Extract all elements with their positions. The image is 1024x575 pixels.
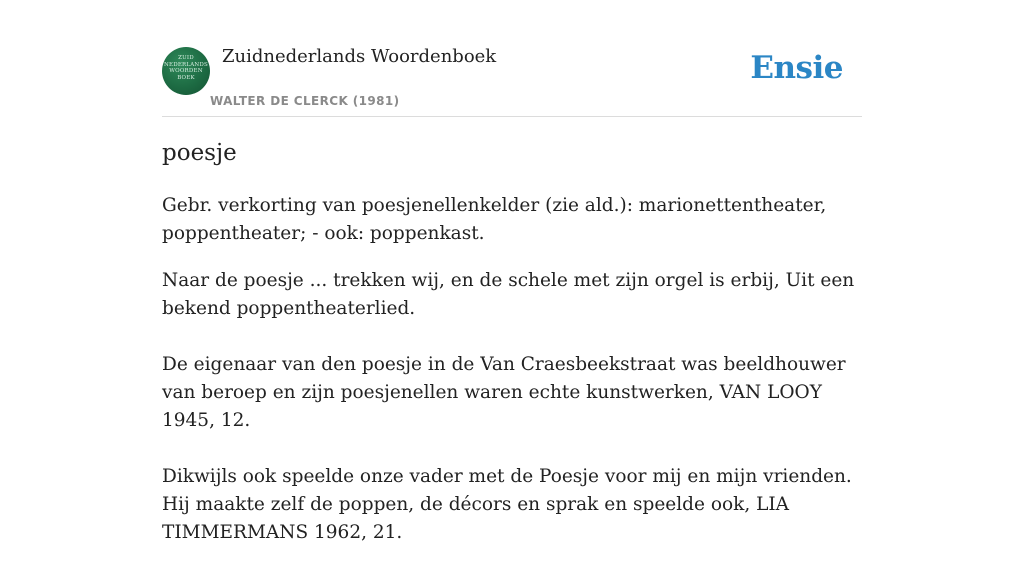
ensie-brand-logo[interactable]: Ensie [750,50,843,86]
logo-line: ZUID [178,55,194,61]
dictionary-header [162,0,862,117]
entry-headword: poesje [162,140,237,166]
logo-line: BOEK [177,74,195,81]
dictionary-logo[interactable] [162,47,210,95]
logo-line: NEDERLANDS [163,61,208,68]
dictionary-author: WALTER DE CLERCK (1981) [210,94,400,108]
logo-line: WOORDEN [169,68,203,74]
quote-paragraph: Naar de poesje ... trekken wij, en de schele met zijn orgel is erbij, Uit een bekend poppentheaterlied. [162,270,855,319]
logo-text [162,55,210,81]
quote-paragraph: Dikwijls ook speelde onze vader met de Poesje voor mij en mijn vrienden. Hij maakte zelf de poppen, de décors en sprak en speelde ook, LIA TIMMERMANS 1962, 21. [162,466,852,543]
dictionary-title-link[interactable]: Zuidnederlands Woordenboek [222,46,497,67]
quote-paragraph: De eigenaar van den poesje in de Van Craesbeekstraat was beeldhouwer van beroep en zijn poesjenellen waren echte kunstwerken, VAN LOOY 1945, 12. [162,354,846,431]
content-container [162,0,862,543]
entry-definition: Gebr. verkorting van poesjenellenkelder (zie ald.): marionettentheater, poppentheater; - ook: poppenkast. [162,195,827,244]
entry-quotes [162,267,862,575]
